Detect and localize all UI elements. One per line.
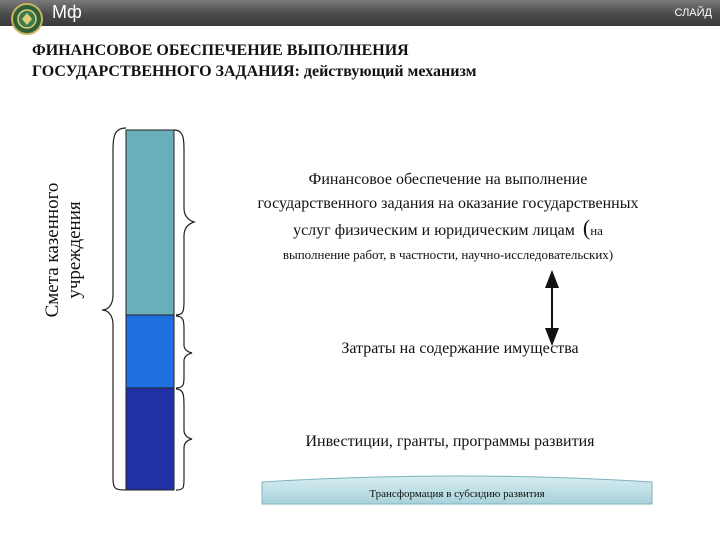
left-brace <box>102 128 126 490</box>
segment-state-task <box>126 130 174 315</box>
vertical-label-line-1: Смета казенного <box>42 182 63 318</box>
title-line-1: ФИНАНСОВОЕ ОБЕСПЕЧЕНИЕ ВЫПОЛНЕНИЯ <box>32 42 409 59</box>
transformation-banner-label: Трансформация в субсидию развития <box>369 488 545 500</box>
vertical-label-line-2: учреждения <box>64 201 85 299</box>
right-brace-bottom <box>176 389 192 490</box>
main-text-small-2: выполнение работ, в частности, научно-исследовательских) <box>282 247 614 262</box>
main-text-line-3-text: услуг физическим и юридическим лицам <box>293 222 575 239</box>
main-text-line-1: Финансовое обеспечение на выполнение <box>308 171 588 188</box>
segment-property-costs <box>126 315 174 388</box>
title-line-2-rest: действующий механизм <box>299 63 477 80</box>
main-text-small-1: на <box>590 223 603 238</box>
right-brace-top <box>174 130 194 315</box>
main-text-paren: ( <box>582 215 591 240</box>
investments-label: Инвестиции, гранты, программы развития <box>305 433 595 450</box>
main-text-line-2: государственного задания на оказание государственных <box>257 195 639 212</box>
brand-label: Мф <box>52 2 82 22</box>
state-task-description <box>200 168 696 267</box>
main-text-line-3 <box>200 216 696 243</box>
title-line-2-bold: ГОСУДАРСТВЕННОГО ЗАДАНИЯ: <box>32 63 300 80</box>
arrow-head-up <box>545 270 559 288</box>
property-costs-label: Затраты на содержание имущества <box>341 340 579 357</box>
segment-investments <box>126 388 174 490</box>
right-brace-middle <box>176 316 192 388</box>
slide-label: СЛАЙД <box>674 7 712 19</box>
